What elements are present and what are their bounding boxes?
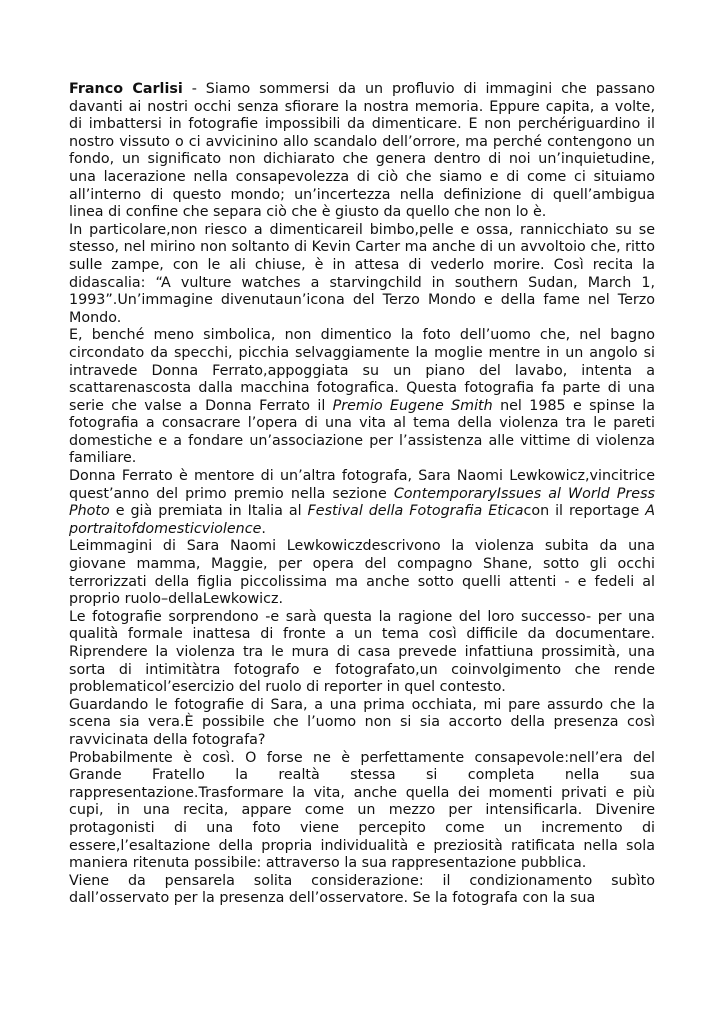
paragraph-4: [69, 468, 655, 538]
paragraph-4-text-c: con il reportage: [523, 503, 646, 520]
contest-section: ContemporaryIssues al World Press Photo: [69, 485, 655, 520]
paragraph-2: In particolare,non riesco a dimenticareil bimbo,pelle e ossa, rannicchiato su se stesso, nel mirino non soltanto di Kevin Carter ma anche di un avvoltoio che, ritto sulle zampe, con le ali chiuse, è in attesa di vederlo morire. Così recita la didascalia: “A vulture watches a starvingchild in southern Sudan, March 1, 1993”.Un’immagine divenutaun’icona del Terzo Mondo e della fame nel Terzo Mondo.: [69, 221, 655, 326]
paragraph-3: [69, 327, 655, 468]
paragraph-9: Viene da pensarela solita considerazione: il condizionamento subìto dall’osservato per la presenza dell’osservatore. Se la fotografa con la sua: [69, 872, 655, 907]
reportage-title: A portraitofdomesticviolence: [69, 503, 655, 537]
document-body: [69, 81, 655, 908]
paragraph-1: [69, 81, 655, 222]
paragraph-6: Le fotografie sorprendono -e sarà questa la ragione del loro successo- per una qualità formale inattesa di fronte a un tema così difficile da documentare. Riprendere la violenza tra le mura di casa prevede infattiuna prossimità, una sorta di intimitàtra fotografo e fotografato,un coinvolgimento che rende problematicol’esercizio del ruolo di reporter in quel contesto.: [69, 608, 655, 696]
award-name: Premio Eugene Smith: [332, 397, 493, 414]
paragraph-7: Guardando le fotografie di Sara, a una prima occhiata, mi pare assurdo che la scena sia vera.È possibile che l’uomo non si sia accorto della presenza così ravvicinata della fotografa?: [69, 696, 655, 748]
paragraph-8: Probabilmente è così. O forse ne è perfettamente consapevole:nell’era del Grande Fratello la realtà stessa si completa nella sua rappresentazione.Trasformare la vita, anche quella dei momenti privati e più cupi, in una recita, appare come un mezzo per intensificarla. Divenire protagonisti di una foto viene percepito come un incremento di essere,l’esaltazione della propria individualità e preziosità ratificata nella sola maniera ritenuta possibile: attraverso la sua rappresentazione pubblica.: [69, 749, 655, 872]
paragraph-5: Leimmagini di Sara Naomi Lewkowiczdescrivono la violenza subita da una giovane mamma, Maggie, per opera del compagno Shane, sotto gli occhi terrorizzati della figlia piccolissima ma anche sotto quelli attenti - e fedeli al proprio ruolo–dellaLewkowicz.: [69, 538, 655, 608]
paragraph-4-text-a: Donna Ferrato è mentore di un’altra fotografa, Sara Naomi Lewkowicz,vincitrice quest’anno del primo premio nella sezione: [69, 468, 655, 502]
paragraph-1-text: - Siamo sommersi da un profluvio di immagini che passano davanti ai nostri occhi senza sfiorare la nostra memoria. Eppure capita, a volte, di imbattersi in fotografie impossibili da dimenticare. E non perchériguardino il nostro vissuto o ci avvicinino allo scandalo dell’orrore, ma perché contengono un fondo, un significato non dichiarato che genera dentro di noi un’inquietudine, una lacerazione nella consapevolezza di ciò che siamo e di come ci situiamo all’interno di questo mondo; un’incertezza nella definizione di quell’ambigua linea di confine che separa ciò che è giusto da quello che non lo è.: [69, 81, 656, 221]
paragraph-3-text-b: nel 1985 e spinse la fotografia a consacrare l’opera di una vita al tema della violenza tra le pareti domestiche e a fondare un’associazione per l’assistenza alle vittime di violenza familiare.: [69, 397, 655, 467]
paragraph-4-text-b: e già premiata in Italia al: [109, 503, 308, 520]
paragraph-4-text-d: .: [261, 520, 266, 537]
paragraph-3-text-a: E, benché meno simbolica, non dimentico la foto dell’uomo che, nel bagno circondato da specchi, picchia selvaggiamente la moglie mentre in un angolo si intravede Donna Ferrato,appoggiata su un piano del lavabo, intenta a scattarenascosta dalla macchina fotografica. Questa fotografia fa parte di una serie che valse a Donna Ferrato il: [69, 327, 655, 414]
festival-name: Festival della Fotografia Etica: [307, 503, 524, 520]
author-name: Franco Carlisi: [69, 81, 183, 97]
